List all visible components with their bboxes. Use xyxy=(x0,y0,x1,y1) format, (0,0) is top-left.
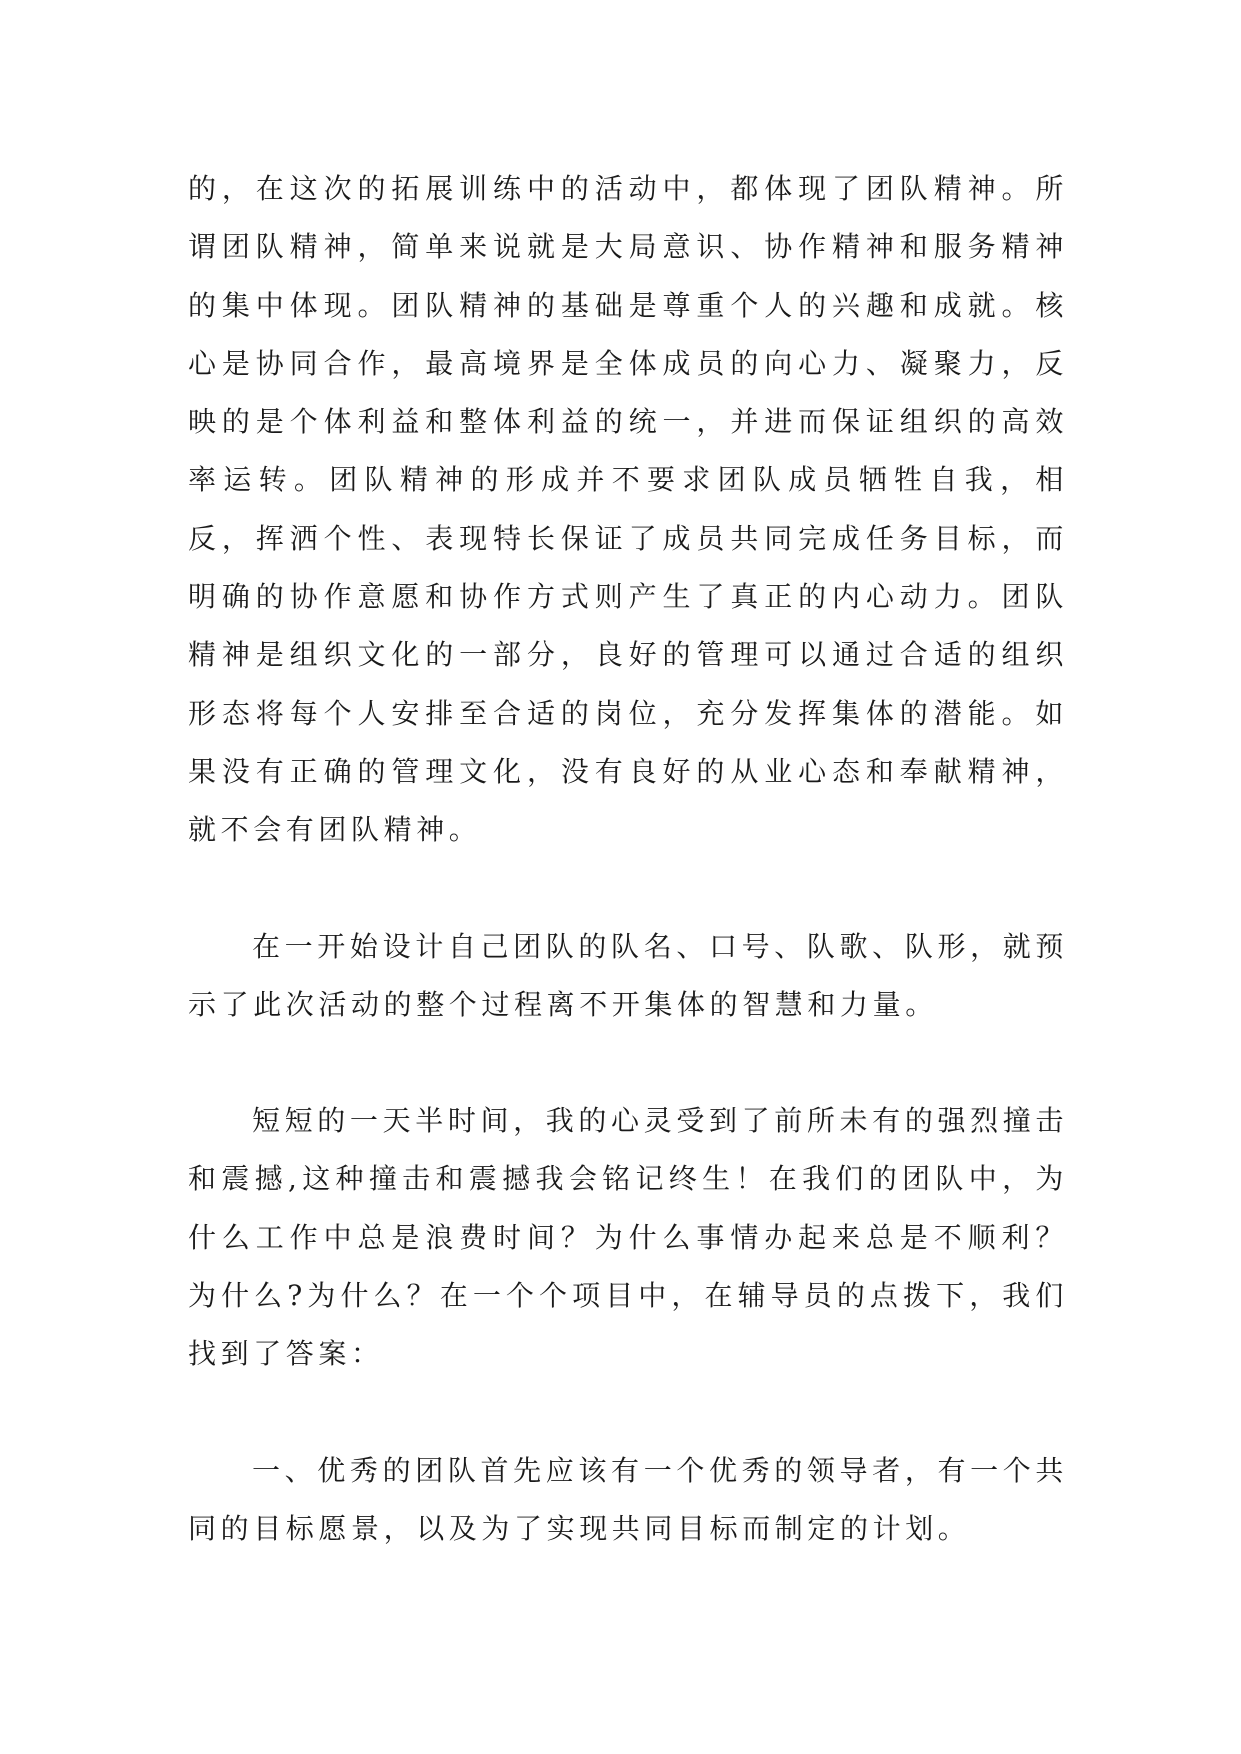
paragraph-team-spirit: 的，在这次的拓展训练中的活动中，都体现了团队精神。所谓团队精神，简单来说就是大局意识、协作精神和服务精神的集中体现。团队精神的基础是尊重个人的兴趣和成就。核心是协同合作，最高境界是全体成员的向心力、凝聚力，反映的是个体利益和整体利益的统一，并进而保证组织的高效率运转。团队精神的形成并不要求团队成员牺牲自我，相反，挥洒个性、表现特长保证了成员共同完成任务目标，而明确的协作意愿和协作方式则产生了真正的内心动力。团队精神是组织文化的一部分，良好的管理可以通过合适的组织形态将每个人安排至合适的岗位，充分发挥集体的潜能。如果没有正确的管理文化，没有良好的从业心态和奉献精神，就不会有团队精神。 xyxy=(188,172,1068,847)
paragraph-point-one: 一、优秀的团队首先应该有一个优秀的领导者，有一个共同的目标愿景，以及为了实现共同目标而制定的计划。 xyxy=(188,1453,1068,1545)
document-body xyxy=(188,160,1068,1558)
paragraph-reflection: 短短的一天半时间，我的心灵受到了前所未有的强烈撞击和震撼,这种撞击和震撼我会铭记终生！在我们的团队中，为什么工作中总是浪费时间？为什么事情办起来总是不顺利？为什么?为什么？在一个个项目中，在辅导员的点拨下，我们找到了答案： xyxy=(188,1104,1068,1371)
paragraph-team-design: 在一开始设计自己团队的队名、口号、队歌、队形，就预示了此次活动的整个过程离不开集体的智慧和力量。 xyxy=(188,929,1068,1021)
